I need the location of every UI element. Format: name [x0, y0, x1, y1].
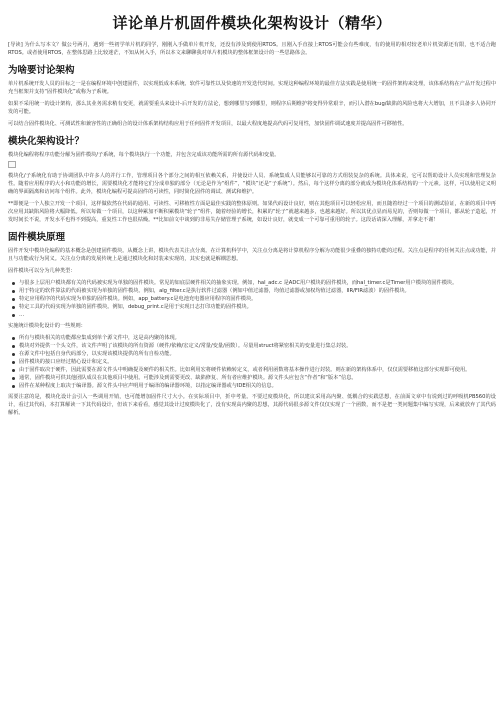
list-item: 由于固件取决于硬件，因此需要在源文件头中明确提及硬件的相关性。比如利用宏将硬件依赖转定义，或者利用函数将基本操作进行封装。则在新的架构体系中，仅仅需要移植这部分实现即可使用。 — [12, 366, 496, 374]
list-item: 与很多上层用户模块都有关的代码被实现为单独的固件模块。常见的如底层硬件相关的抽象实现。例如，hal_adc.c 是ADC用户模块的固件模块，而hal_timer.c是Timer用户模块的固件模块。 — [12, 279, 496, 287]
list-item: 用于特定的软件算法的代码被实现为单独的固件模块。例如，alg_filter.c是执行软件过滤器（例如中值过滤器，均值过滤器或加权均值过滤器，IIR/FIR滤波）的固件模块。 — [12, 287, 496, 295]
list-item: 所有与模块相关的功能都应集成到单个源文件中，这是高内聚的体现。 — [12, 334, 496, 342]
design-rules-list — [8, 334, 496, 390]
paragraph: 固件模块可以分为几种类型： — [8, 268, 76, 274]
paragraph: 固件开发中模块化编程的基本概念是创建固件模块。从概念上讲，模块代表关注点分离。在计算机科学中，关注点分离是将计算机程序分解为功能很少重叠的独特功能的过程。关注点是程序的任何关注点或功能，并且与功能或行为同义。关注点分离的发展传统上是通过模块化和封装来实现的，其实也就是解耦思想。 — [8, 248, 496, 262]
list-item: 模块对外提供一个头文件，该文件声明了该模块的所有资源（硬件/依赖/宏定义/常量/变量/函数）。尽量用struct将紧密相关的变量进行集总封装。 — [12, 342, 496, 350]
list-item: 特定工具的代码实现为单独的固件模块。例如，debug_print.c是用于实现日志打印功能的固件模块。 — [12, 303, 496, 311]
section-heading-why-architecture: 为啥要讨论架构 — [8, 65, 75, 76]
list-item: 通常，固件模块可供其他团队成员在其他项目中使用。可能涉及到需要更改、缺陷修复、所有者应维护模块。源文件头应包含“作者”和“版本”信息。 — [12, 374, 496, 382]
module-types-list — [8, 279, 496, 319]
paragraph: 模块化编程将程序功能分解为固件模块/子系统，每个模块执行一个功能，并包含完成该功能所需的所有源代码和变量。 — [8, 152, 280, 158]
paragraph: 模块化/子系统化有助于协调团队中许多人的并行工作，管理项目各个部分之间的相互依赖关系，并使设计人员、系统集成人员能够以可靠的方式组装复杂的系统。具体来说，它可以帮助设计人员实现和管理复杂性。随着应用程序的大小和功能的增长，需要模块化才能将它们分成单独的部分（无论是作为“组件”，“模块”还是“子系统”）。然后，每个这样分离的部分就成为模块化体系结构的一个元素。这样，可以使用定义明确的界面隔离和访问每个组件。此外，模块化编程可提高固件的可读性，同时简化固件的调试、测试和维护。 — [8, 173, 496, 195]
list-item: 固件模块的接口应经过精心设计和定义。 — [12, 358, 496, 366]
paragraph: 实施统计模块化设计的一些规则： — [8, 323, 86, 329]
article-title: 详论单片机固件模块化架构设计（精华） — [112, 14, 392, 32]
paragraph: **即便是一个人独立开发一个项目，这样做依然在代码的通用、可读性、可移植性方面是最佳实践的整体原则。如果代码设计良好，则在其他项目可以轻松应用，而且随着经过一个项目的测试验证，在新的项目中再次应用其缺陷风险将大幅降低。所以每做一个项目，以这种累加不断积累模块“轮子”组件，随着经验的增长，积累的“轮子”就越来越多，也越来越好。所以其优点显而易见的，否则每做一个项目，都从轮子造起，开发时间长不说，开发水平也得不到提高，重复性工作也很枯燥。**比如前文中谈到的非易失存储管理子系统，如设计良好，就变成一个可靠可重用的轮子。这段话请深入理解，并拿走不谢！ — [8, 201, 497, 223]
section-heading-modular-design: 模块化架构设计？ — [8, 136, 85, 147]
list-item: … — [12, 311, 496, 319]
paragraph: 需要注意的是，模块化设计会引入一些调用开销，也可能增加固件尺寸大小。在实际项目中，折中考量。不要过度模块化，所以建议采用高内聚、低耦合的实践思想，在前面文章中有说到过的呼吸机PB560的设计，看过其代码，本打算解读一下其代码设计，但该下来看看，感觉其设计过度模块化了，没有实现高内聚的思想，其源代码很多源文件仅仅实现了一个函数，而不是把一类问题集中编写实现，后来就放弃了其代码解析。 — [8, 394, 496, 416]
paragraph: 可以结合固件模块化、可测试性和兼容性的正确组合的设计体系架构结构应用于任何固件开发项目，以最大程度地提高代码可复用性，加快固件调试速度并提高固件可移植性。 — [8, 121, 408, 127]
section-heading-firmware-module-principle: 固件模块原理 — [8, 232, 66, 243]
list-item: 在源文件中包括自身代码部分，以实现该模块提供的所有自检功能。 — [12, 350, 496, 358]
broken-image-placeholder — [8, 161, 16, 168]
list-item: 特定应用程序的代码实现为单独的固件模块。例如，app_battery.c是电池充电器应用程序的固件模块。 — [12, 295, 496, 303]
list-item: 固件在某种程度上取决于编译器。源文件头中应声明用于编译的编译器环境，以指定编译器或与IDE相关的信息。 — [12, 382, 496, 390]
paragraph: 单片机系统开发人员的目标之一是在编程环境中创建固件，以实现低成本系统、软件可靠性以及快速的开发迭代时间。实现这种编程环境的最佳方法实践是使用统一的固件架构来处理，该体系结构在产品开发过程中充当框架并支持“固件模块化”或称为子系统。 — [8, 81, 496, 95]
paragraph: 如果不采用统一的设计架构，那么其业务需求稍有变更，就需要重头来设计-后开发的方法论，想到哪里写到哪里，则程序后期维护将变得异常艰辛，而引入潜在bug/缺陷的风险也将大大增加，且不具备多人协同开发的可能。 — [8, 101, 496, 115]
intro-paragraph: [导读] 为什么写本文？做公号两月，遇到一些初学单片机的同学，刚刚入手做单片机开发，还没有涉及到使用RTOS。且刚入手直接上RTOS可能会有些难度，有的使用的相对较老单片机资源还有限，也不适合跑RTOS。或者使用RTOS，在整体思路上比较迷茫，不知从何入手，所以本文来聊聊我对单片机模块的整体框架设计的一些思路体会。 — [8, 42, 496, 56]
